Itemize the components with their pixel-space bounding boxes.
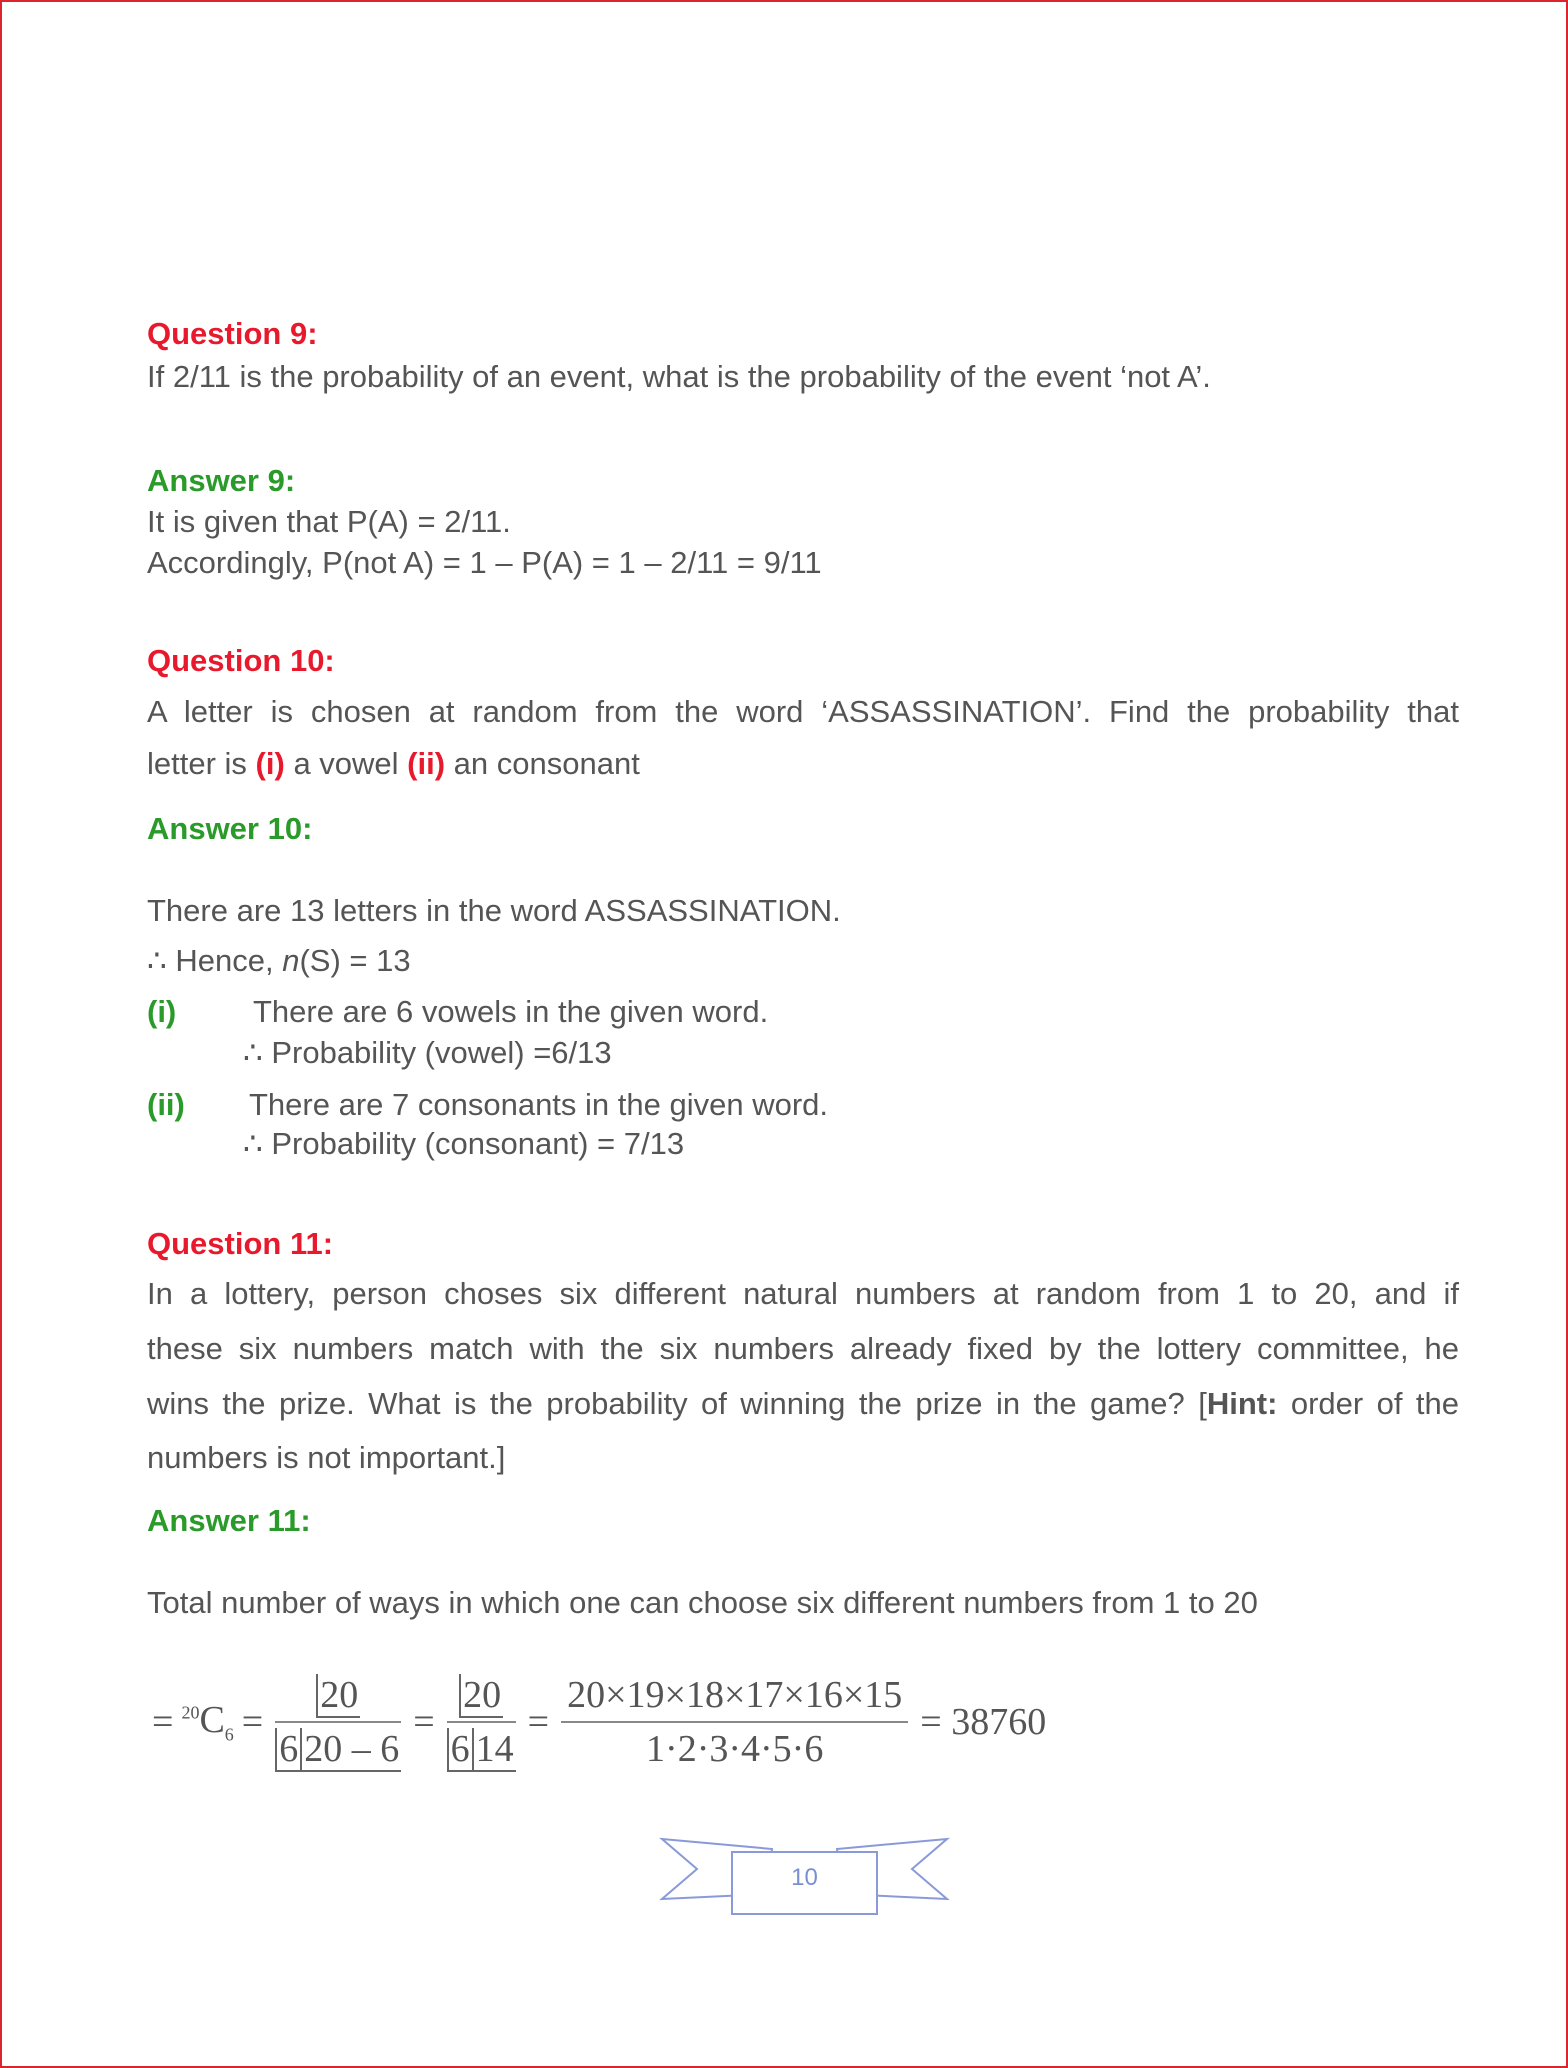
question-11-line: numbers is not important.] <box>147 1440 506 1475</box>
numerator: 20 <box>459 1674 503 1718</box>
part-ii-text: There are 7 consonants in the given word. <box>249 1087 829 1122</box>
numerator: 20 <box>316 1674 360 1718</box>
text: (S) = 13 <box>299 943 411 978</box>
r: 6 <box>224 1724 234 1745</box>
question-9-title: Question 9: <box>147 316 318 351</box>
c: C <box>199 1699 225 1742</box>
answer-9-title: Answer 9: <box>147 463 296 498</box>
fraction-1 <box>275 1673 401 1771</box>
equals: = <box>152 1701 174 1743</box>
part-i-probability: ∴ Probability (vowel) =6/13 <box>243 1035 612 1070</box>
denominator: 6 <box>275 1728 300 1772</box>
answer-11-line: Total number of ways in which one can choose six different numbers from 1 to 20 <box>147 1585 1258 1620</box>
text: an consonant <box>453 746 640 781</box>
text: ∴ Hence, <box>147 943 274 978</box>
denominator: 1·2·3·4·5·6 <box>646 1728 824 1770</box>
equals: = <box>413 1701 435 1743</box>
result: = 38760 <box>920 1701 1047 1743</box>
answer-10-title: Answer 10: <box>147 811 313 846</box>
hint-label: Hint: <box>1206 1386 1278 1421</box>
denominator: 6 <box>447 1728 472 1772</box>
question-11-title: Question 11: <box>147 1226 334 1261</box>
page-number: 10 <box>791 1864 818 1891</box>
text: order of the <box>1277 1386 1460 1421</box>
page-number-ribbon <box>657 1834 952 1919</box>
question-10-title: Question 10: <box>147 643 335 678</box>
part-ii-marker: (ii) <box>407 746 446 781</box>
part-i-text: There are 6 vowels in the given word. <box>253 994 769 1029</box>
part-i-marker: (i) <box>255 746 285 781</box>
combination <box>181 1698 233 1746</box>
fraction-3 <box>561 1673 908 1771</box>
combination-formula <box>152 1662 1046 1782</box>
denominator: 14 <box>472 1728 516 1772</box>
question-9-text: If 2/11 is the probability of an event, what is the probability of the event ‘not A’. <box>147 359 1211 394</box>
answer-10-line: There are 13 letters in the word ASSASSINATION. <box>147 893 841 928</box>
equals: = <box>241 1701 264 1743</box>
fraction-2 <box>447 1673 516 1771</box>
numerator: 20×19×18×17×16×15 <box>567 1674 903 1716</box>
question-10-line: A letter is chosen at random from the word ‘ASSASSINATION’. Find the probability that <box>147 694 1459 729</box>
question-11-line: these six numbers match with the six numbers already fixed by the lottery committee, he <box>147 1331 1459 1366</box>
question-11-line <box>147 1384 1459 1424</box>
question-11-line: In a lottery, person choses six different natural numbers at random from 1 to 20, and if <box>147 1276 1459 1311</box>
part-ii-probability: ∴ Probability (consonant) = 7/13 <box>243 1126 685 1161</box>
part-i-label: (i) <box>147 994 177 1029</box>
answer-10-line <box>147 941 411 981</box>
text: a vowel <box>293 746 399 781</box>
text: n <box>282 943 300 978</box>
text: wins the prize. What is the probability of winning the prize in the game? [ <box>147 1386 1207 1421</box>
answer-9-line: Accordingly, P(not A) = 1 – P(A) = 1 – 2/11 = 9/11 <box>147 545 822 580</box>
equals: = <box>527 1701 550 1743</box>
denominator: 20 – 6 <box>300 1728 401 1772</box>
text: letter is <box>147 746 247 781</box>
n: 20 <box>181 1702 200 1723</box>
question-10-line <box>147 744 640 784</box>
answer-11-title: Answer 11: <box>147 1503 311 1538</box>
part-ii-label: (ii) <box>147 1087 185 1122</box>
answer-9-line: It is given that P(A) = 2/11. <box>147 504 511 539</box>
